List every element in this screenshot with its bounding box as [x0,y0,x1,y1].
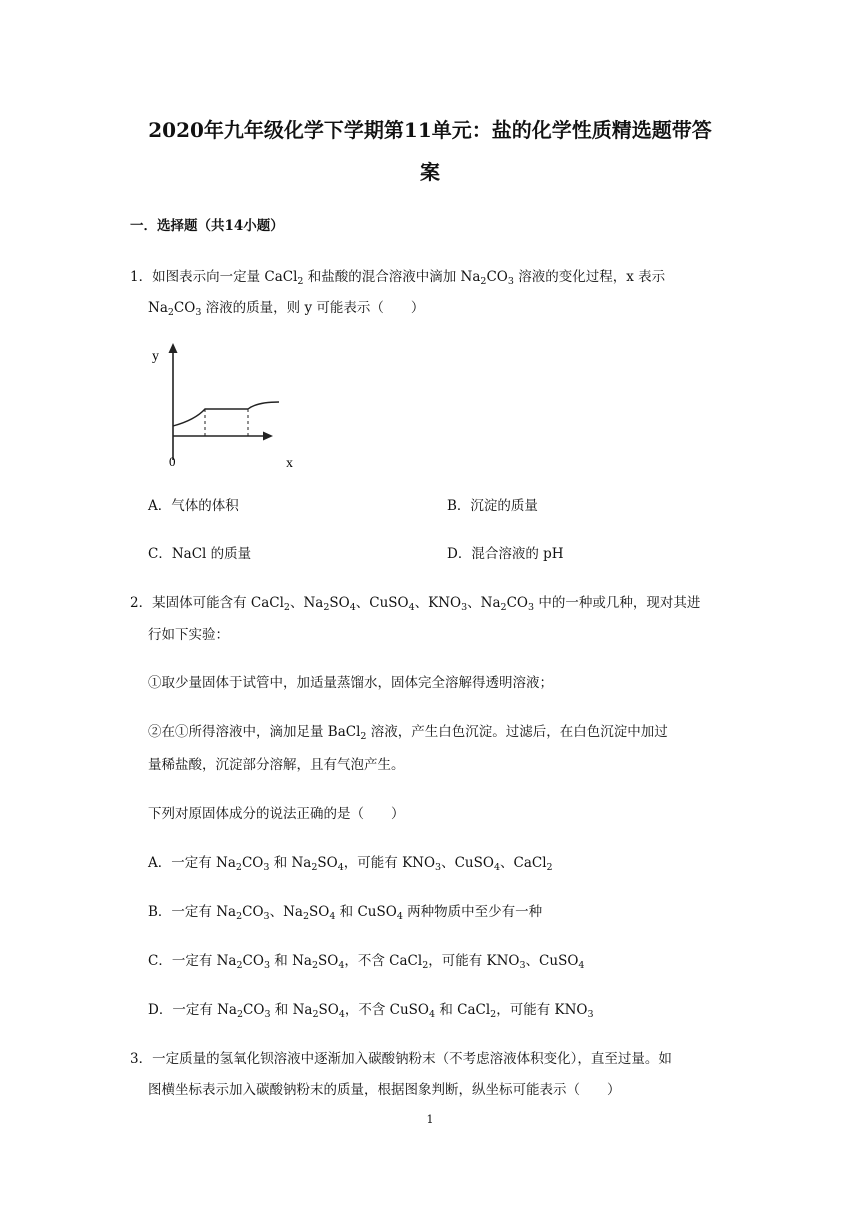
graph-origin-label: 0 [169,454,176,469]
graph-x-label: x [286,456,293,471]
question-1-option-a: A．气体的体积 [148,498,239,514]
question-1-option-c: C．NaCl 的质量 [148,546,252,562]
page-number: 1 [426,1113,434,1126]
question-2-step2-line2: 量稀盐酸，沉淀部分溶解，且有气泡产生。 [148,757,405,773]
section-heading: 一．选择题（共14小题） [130,218,284,234]
question-1-option-d: D．混合溶液的 pH [447,546,564,562]
question-2-option-a: A．一定有 $Na_2CO_3$ 和 $Na_2SO_4$，可能有 $KNO_3$、CuSO$_4$、CaCl$_2$ [148,855,553,873]
question-2-step2-line1: ②在①所得溶液中，滴加足量 BaCl$_2$ 溶液，产生白色沉淀。过滤后，在白色沉淀中加过 [148,724,668,742]
question-3-line1: 3．一定质量的氢氧化钡溶液中逐渐加入碳酸钠粉末（不考虑溶液体积变化），直至过量。如 [130,1051,672,1067]
question-3-line2: 图横坐标表示加入碳酸钠粉末的质量，根据图象判断，纵坐标可能表示（ ） [148,1082,621,1098]
document-title-line1: 2020年九年级化学下学期第11单元：盐的化学性质精选题带答 [148,118,712,142]
graph-x-arrow [263,432,273,441]
graph-curve [173,402,279,426]
question-2-ask: 下列对原固体成分的说法正确的是（ ） [148,806,405,822]
question-2-option-d: D．一定有 $Na_2CO_3$ 和 $Na_2SO_4$，不含 CuSO$_4$ 和 CaCl$_2$，可能有 $KNO_3$ [148,1002,594,1020]
question-2-line1: 2．某固体可能含有 CaCl$_2$、$Na_2SO_4$、CuSO$_4$、$KNO_3$、$Na_2CO_3$ 中的一种或几种，现对其进 [130,595,701,613]
question-1-line2: $Na_2CO_3$ 溶液的质量，则 y 可能表示（ ） [148,300,425,318]
question-1-graph [140,338,310,478]
question-2-option-b: B．一定有 $Na_2CO_3$、$Na_2SO_4$ 和 CuSO$_4$ 两种物质中至少有一种 [148,904,543,922]
question-2-line2: 行如下实验： [148,627,229,643]
question-1-line1: 1．如图表示向一定量 CaCl$_2$ 和盐酸的混合溶液中滴加 $Na_2CO_3$ 溶液的变化过程，x 表示 [130,269,666,287]
graph-y-label: y [152,349,159,364]
question-2-step1: ①取少量固体于试管中，加适量蒸馏水，固体完全溶解得透明溶液； [148,675,553,691]
question-2-option-c: C．一定有 $Na_2CO_3$ 和 $Na_2SO_4$，不含 CaCl$_2$，可能有 $KNO_3$、CuSO$_4$ [148,953,585,971]
document-title-line2: 案 [420,160,440,184]
graph-y-arrow [169,343,178,353]
question-1-option-b: B．沉淀的质量 [447,498,538,514]
